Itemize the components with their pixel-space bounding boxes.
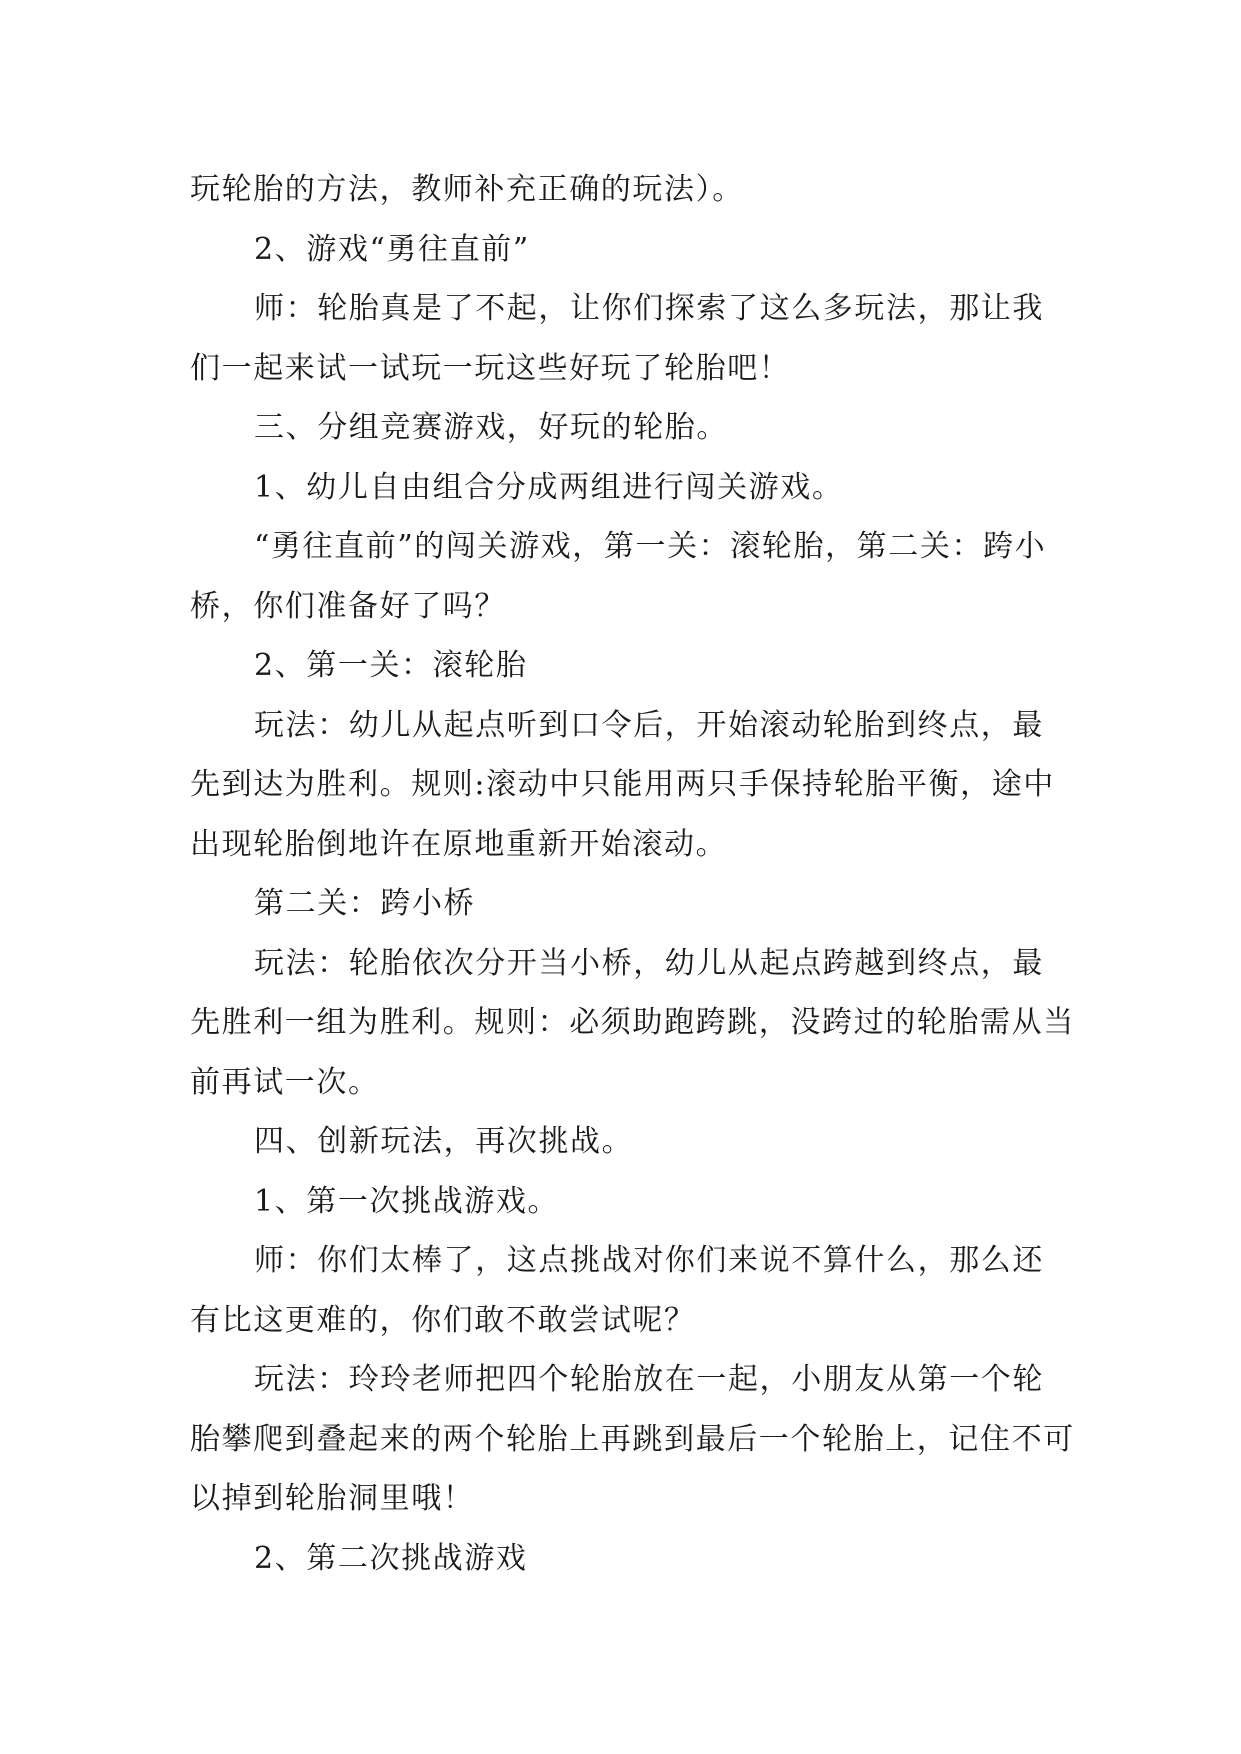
paragraph: 玩法：轮胎依次分开当小桥，幼儿从起点跨越到终点，最先胜利一组为胜利。规则：必须助跑跨跳，没跨过的轮胎需从当前再试一次。 xyxy=(190,945,1075,1100)
paragraph: 玩法：幼儿从起点听到口令后，开始滚动轮胎到终点，最先到达为胜利。规则:滚动中只能用两只手保持轮胎平衡，途中出现轮胎倒地许在原地重新开始滚动。 xyxy=(190,707,1055,862)
paragraph: “勇往直前”的闯关游戏，第一关：滚轮胎，第二关：跨小桥，你们准备好了吗？ xyxy=(190,529,1047,624)
section-heading: 三、分组竞赛游戏，好玩的轮胎。 xyxy=(254,410,728,445)
section-heading: 1、幼儿自由组合分成两组进行闯关游戏。 xyxy=(254,469,844,505)
section-heading: 2、游戏“勇往直前” xyxy=(254,231,530,267)
section-heading: 第二关：跨小桥 xyxy=(254,886,476,921)
section-heading: 2、第一关：滚轮胎 xyxy=(254,648,528,683)
paragraph: 师：轮胎真是了不起，让你们探索了这么多玩法，那让我们一起来试一试玩一玩这些好玩了轮胎吧！ xyxy=(190,291,1044,386)
paragraph: 师：你们太棒了，这点挑战对你们来说不算什么，那么还有比这更难的，你们敢不敢尝试呢？ xyxy=(190,1243,1044,1338)
section-heading: 四、创新玩法，再次挑战。 xyxy=(254,1124,634,1159)
section-heading: 1、第一次挑战游戏。 xyxy=(254,1183,560,1219)
paragraph: 玩法：玲玲老师把四个轮胎放在一起，小朋友从第一个轮胎攀爬到叠起来的两个轮胎上再跳到最后一个轮胎上，记住不可以掉到轮胎洞里哦！ xyxy=(190,1362,1075,1516)
document-body xyxy=(190,160,1075,1588)
paragraph: 玩轮胎的方法，教师补充正确的玩法）。 xyxy=(190,172,744,207)
section-heading: 2、第二次挑战游戏 xyxy=(254,1540,528,1576)
